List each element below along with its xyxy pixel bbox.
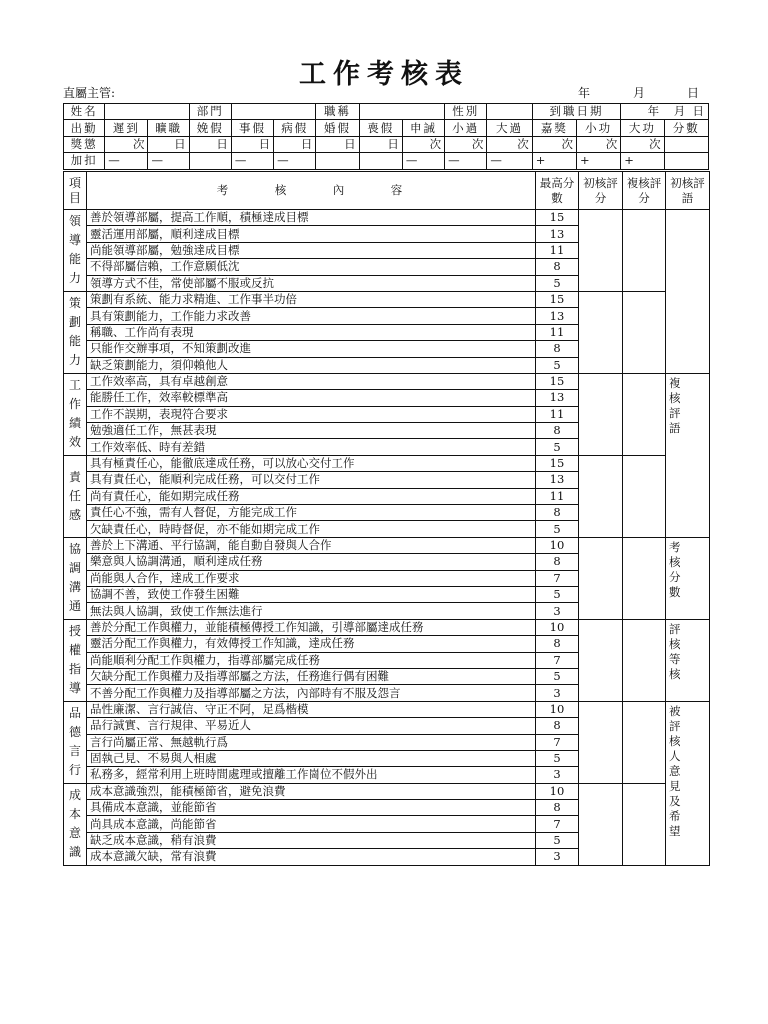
- item-header: 項目: [64, 172, 87, 210]
- adj-cell[interactable]: [189, 153, 231, 169]
- max-score: 7: [536, 734, 579, 750]
- max-score: 11: [536, 242, 579, 258]
- max-score: 3: [536, 767, 579, 783]
- start-month-label: 月: [673, 104, 686, 119]
- att-col: 大過: [487, 120, 532, 136]
- criteria-text: 言行尚屬正常、無越軌行爲: [87, 734, 536, 750]
- criteria-text: 具有責任心，能順利完成任務，可以交付工作: [87, 472, 536, 488]
- unit-cell[interactable]: 日: [359, 136, 402, 152]
- initial-score-cell[interactable]: [579, 455, 623, 537]
- max-score: 15: [536, 210, 579, 226]
- max-score: 5: [536, 439, 579, 455]
- header-month: 月: [633, 86, 646, 100]
- adj-cell[interactable]: —: [231, 153, 273, 169]
- review-comment-cell[interactable]: [666, 373, 710, 537]
- criteria-text: 缺乏策劃能力，須仰賴他人: [87, 357, 536, 373]
- criteria-text: 欠缺責任心，時時督促，亦不能如期完成工作: [87, 521, 536, 537]
- unit-cell[interactable]: 次: [402, 136, 444, 152]
- max-score: 5: [536, 275, 579, 291]
- category-label: 成本意識: [64, 783, 87, 865]
- max-score: 5: [536, 521, 579, 537]
- max-score: 7: [536, 652, 579, 668]
- criteria-text: 領導方式不佳，常使部屬不服或反抗: [87, 275, 536, 291]
- att-col: 曠職: [148, 120, 189, 136]
- review-score-cell[interactable]: [623, 373, 666, 455]
- max-score: 13: [536, 308, 579, 324]
- criteria-text: 善於上下溝通、平行協調，能自動自發與人合作: [87, 537, 536, 553]
- review-score-cell[interactable]: [623, 291, 666, 373]
- initial-comment-cell[interactable]: [666, 210, 710, 374]
- position-label: 職稱: [316, 104, 359, 120]
- criteria-text: 尚有責任心，能如期完成任務: [87, 488, 536, 504]
- criteria-text: 成本意識強烈，能積極節省，避免浪費: [87, 783, 536, 799]
- unit-cell[interactable]: 次: [532, 136, 576, 152]
- max-score: 5: [536, 750, 579, 766]
- start-day-label: 日: [692, 104, 704, 119]
- initial-score-cell[interactable]: [579, 373, 623, 455]
- max-score: 3: [536, 849, 579, 865]
- att-col: 婚假: [316, 120, 359, 136]
- unit-cell[interactable]: 日: [274, 136, 316, 152]
- max-score: 3: [536, 685, 579, 701]
- criteria-text: 具備成本意識，並能節省: [87, 800, 536, 816]
- review-score-header: 複核評分: [623, 172, 666, 210]
- adj-cell[interactable]: +: [621, 153, 664, 169]
- criteria-text: 樂意與人協調溝通，順利達成任務: [87, 554, 536, 570]
- review-comment-label: 複核評語: [669, 375, 687, 435]
- total-score-label: 考核分數: [669, 539, 687, 599]
- gender-label: 性別: [445, 104, 487, 120]
- max-score: 8: [536, 554, 579, 570]
- criteria-text: 具有極責任心，能徹底達成任務，可以放心交付工作: [87, 455, 536, 471]
- unit-cell[interactable]: 次: [621, 136, 664, 152]
- max-score: 13: [536, 390, 579, 406]
- max-score: 8: [536, 341, 579, 357]
- adj-cell[interactable]: —: [105, 153, 148, 169]
- adj-cell[interactable]: —: [445, 153, 487, 169]
- max-score: 11: [536, 324, 579, 340]
- review-score-cell[interactable]: [623, 701, 666, 783]
- adj-cell[interactable]: +: [532, 153, 576, 169]
- adjust-row: [64, 153, 709, 169]
- initial-score-cell[interactable]: [579, 291, 623, 373]
- attendance-table: [63, 103, 709, 170]
- unit-cell[interactable]: 次: [487, 136, 532, 152]
- att-col: 申誡: [402, 120, 444, 136]
- table-row: [64, 373, 710, 389]
- unit-cell[interactable]: [664, 136, 708, 152]
- name-label: 姓名: [64, 104, 105, 120]
- att-col: 事假: [231, 120, 273, 136]
- max-score: 8: [536, 259, 579, 275]
- category-label: 策劃能力: [64, 291, 87, 373]
- max-score: 5: [536, 357, 579, 373]
- max-score: 8: [536, 423, 579, 439]
- max-score: 8: [536, 718, 579, 734]
- unit-cell[interactable]: 日: [189, 136, 231, 152]
- attendance-unit-row: [64, 136, 709, 152]
- page-title: 工作考核表: [299, 59, 469, 90]
- criteria-text: 尚能與人合作，達成工作要求: [87, 570, 536, 586]
- criteria-text: 固執己見、不易與人相處: [87, 750, 536, 766]
- initial-score-cell[interactable]: [579, 210, 623, 292]
- criteria-text: 尚能順利分配工作與權力，指導部屬完成任務: [87, 652, 536, 668]
- unit-cell[interactable]: 日: [316, 136, 359, 152]
- review-score-cell[interactable]: [623, 537, 666, 619]
- attendance-label: 出勤: [64, 120, 105, 136]
- category-label: 協調溝通: [64, 537, 87, 619]
- department-field[interactable]: [231, 104, 315, 120]
- adj-cell[interactable]: —: [274, 153, 316, 169]
- criteria-text: 尚能領導部屬，勉強達成目標: [87, 242, 536, 258]
- start-date-label: 到職日期: [532, 104, 621, 120]
- evaluation-table: [63, 171, 710, 866]
- adj-cell[interactable]: +: [577, 153, 621, 169]
- att-col: 小過: [445, 120, 487, 136]
- max-score: 13: [536, 472, 579, 488]
- criteria-text: 工作不誤期，表現符合要求: [87, 406, 536, 422]
- table-row: [64, 210, 710, 226]
- review-score-cell[interactable]: [623, 619, 666, 701]
- max-score: 8: [536, 800, 579, 816]
- initial-score-cell[interactable]: [579, 701, 623, 783]
- max-score: 10: [536, 701, 579, 717]
- adj-cell[interactable]: [664, 153, 708, 169]
- criteria-text: 成本意識欠缺，常有浪費: [87, 849, 536, 865]
- category-label: 工作績效: [64, 373, 87, 455]
- max-score: 3: [536, 603, 579, 619]
- initial-score-header: 初核評分: [579, 172, 623, 210]
- review-score-cell[interactable]: [623, 783, 666, 865]
- unit-cell[interactable]: 日: [148, 136, 189, 152]
- gender-field[interactable]: [487, 104, 532, 120]
- criteria-text: 欠缺分配工作與權力及指導部屬之方法，任務進行偶有困難: [87, 668, 536, 684]
- criteria-text: 不善分配工作與權力及指導部屬之方法，內部時有不服及怨言: [87, 685, 536, 701]
- max-score-header: 最高分數: [536, 172, 579, 210]
- max-score: 10: [536, 783, 579, 799]
- category-label: 責任感: [64, 455, 87, 537]
- max-score: 8: [536, 636, 579, 652]
- adj-cell[interactable]: —: [402, 153, 444, 169]
- employee-comment-cell[interactable]: [666, 701, 710, 865]
- initial-score-cell[interactable]: [579, 619, 623, 701]
- criteria-text: 協調不善，致使工作發生困難: [87, 586, 536, 602]
- total-score-cell[interactable]: [666, 537, 710, 619]
- criteria-text: 策劃有系統、能力求精進、工作事半功倍: [87, 291, 536, 307]
- criteria-text: 靈活運用部屬，順利達成目標: [87, 226, 536, 242]
- table-row: [64, 783, 710, 799]
- criteria-text: 品性廉潔、言行誠信、守正不阿，足爲楷模: [87, 701, 536, 717]
- criteria-text: 工作效率低、時有差錯: [87, 439, 536, 455]
- att-col: 病假: [274, 120, 316, 136]
- employee-comment-label: 被評核人意見及希望: [669, 703, 687, 838]
- criteria-text: 品行誠實、言行規律、平易近人: [87, 718, 536, 734]
- table-row: [64, 619, 710, 635]
- max-score: 5: [536, 668, 579, 684]
- position-field[interactable]: [359, 104, 445, 120]
- criteria-text: 勉強適任工作，無甚表現: [87, 423, 536, 439]
- table-row: [64, 537, 710, 553]
- table-row: [64, 291, 710, 307]
- table-row: [64, 701, 710, 717]
- att-col: 遲到: [105, 120, 148, 136]
- initial-score-cell[interactable]: [579, 537, 623, 619]
- criteria-text: 能勝任工作，效率較標準高: [87, 390, 536, 406]
- unit-cell[interactable]: 次: [445, 136, 487, 152]
- unit-cell[interactable]: 日: [231, 136, 273, 152]
- criteria-text: 尚具成本意識，尚能節省: [87, 816, 536, 832]
- criteria-text: 工作效率高，具有卓越創意: [87, 373, 536, 389]
- header-day: 日: [687, 86, 700, 100]
- attendance-header-row: [64, 120, 709, 136]
- grade-label: 評核等核: [669, 621, 687, 681]
- info-row: [64, 104, 709, 120]
- start-year-label: 年: [647, 104, 660, 119]
- att-col: 娩假: [189, 120, 231, 136]
- max-score: 11: [536, 406, 579, 422]
- max-score: 15: [536, 455, 579, 471]
- criteria-text: 私務多，經常利用上班時間處理或擅離工作崗位不假外出: [87, 767, 536, 783]
- adj-cell[interactable]: —: [487, 153, 532, 169]
- max-score: 10: [536, 619, 579, 635]
- max-score: 15: [536, 291, 579, 307]
- criteria-text: 善於領導部屬，提高工作順，積極達成目標: [87, 210, 536, 226]
- criteria-text: 靈活分配工作與權力，有效傳授工作知識，達成任務: [87, 636, 536, 652]
- unit-cell[interactable]: 次: [105, 136, 148, 152]
- supervisor-label: 直屬主管:: [63, 86, 116, 100]
- max-score: 5: [536, 586, 579, 602]
- adjust-label: 加扣: [64, 153, 105, 169]
- table-row: [64, 455, 710, 471]
- initial-score-cell[interactable]: [579, 783, 623, 865]
- category-label: 品德言行: [64, 701, 87, 783]
- max-score: 7: [536, 816, 579, 832]
- review-score-cell[interactable]: [623, 210, 666, 292]
- criteria-text: 無法與人協調，致使工作無法進行: [87, 603, 536, 619]
- max-score: 8: [536, 505, 579, 521]
- att-col: 小功: [577, 120, 621, 136]
- max-score: 15: [536, 373, 579, 389]
- header-year: 年: [578, 86, 591, 100]
- att-col: 嘉獎: [532, 120, 576, 136]
- max-score: 5: [536, 832, 579, 848]
- adj-cell[interactable]: [316, 153, 359, 169]
- criteria-text: 具有策劃能力，工作能力求改善: [87, 308, 536, 324]
- unit-cell[interactable]: 次: [577, 136, 621, 152]
- adj-cell[interactable]: —: [148, 153, 189, 169]
- criteria-text: 責任心不強，需有人督促，方能完成工作: [87, 505, 536, 521]
- table-header-row: [64, 172, 710, 210]
- category-label: 授權指導: [64, 619, 87, 701]
- criteria-text: 不得部屬信賴，工作意願低沈: [87, 259, 536, 275]
- att-col: 喪假: [359, 120, 402, 136]
- max-score: 13: [536, 226, 579, 242]
- att-col: 分數: [664, 120, 708, 136]
- criteria-text: 只能作交辦事項，不知策劃改進: [87, 341, 536, 357]
- name-field[interactable]: [105, 104, 189, 120]
- criteria-text: 善於分配工作與權力，並能積極傳授工作知識，引導部屬達成任務: [87, 619, 536, 635]
- content-header: 考 核 內 容: [87, 172, 536, 210]
- review-score-cell[interactable]: [623, 455, 666, 537]
- criteria-text: 缺乏成本意識，稍有浪費: [87, 832, 536, 848]
- max-score: 11: [536, 488, 579, 504]
- category-label: 領導能力: [64, 210, 87, 292]
- adj-cell[interactable]: [359, 153, 402, 169]
- start-date-field[interactable]: [621, 104, 709, 120]
- max-score: 7: [536, 570, 579, 586]
- initial-comment-header: 初核評語: [666, 172, 710, 210]
- reward-label: 獎懲: [64, 136, 105, 152]
- criteria-text: 稱職、工作尚有表現: [87, 324, 536, 340]
- department-label: 部門: [189, 104, 231, 120]
- max-score: 10: [536, 537, 579, 553]
- grade-cell[interactable]: [666, 619, 710, 701]
- att-col: 大功: [621, 120, 664, 136]
